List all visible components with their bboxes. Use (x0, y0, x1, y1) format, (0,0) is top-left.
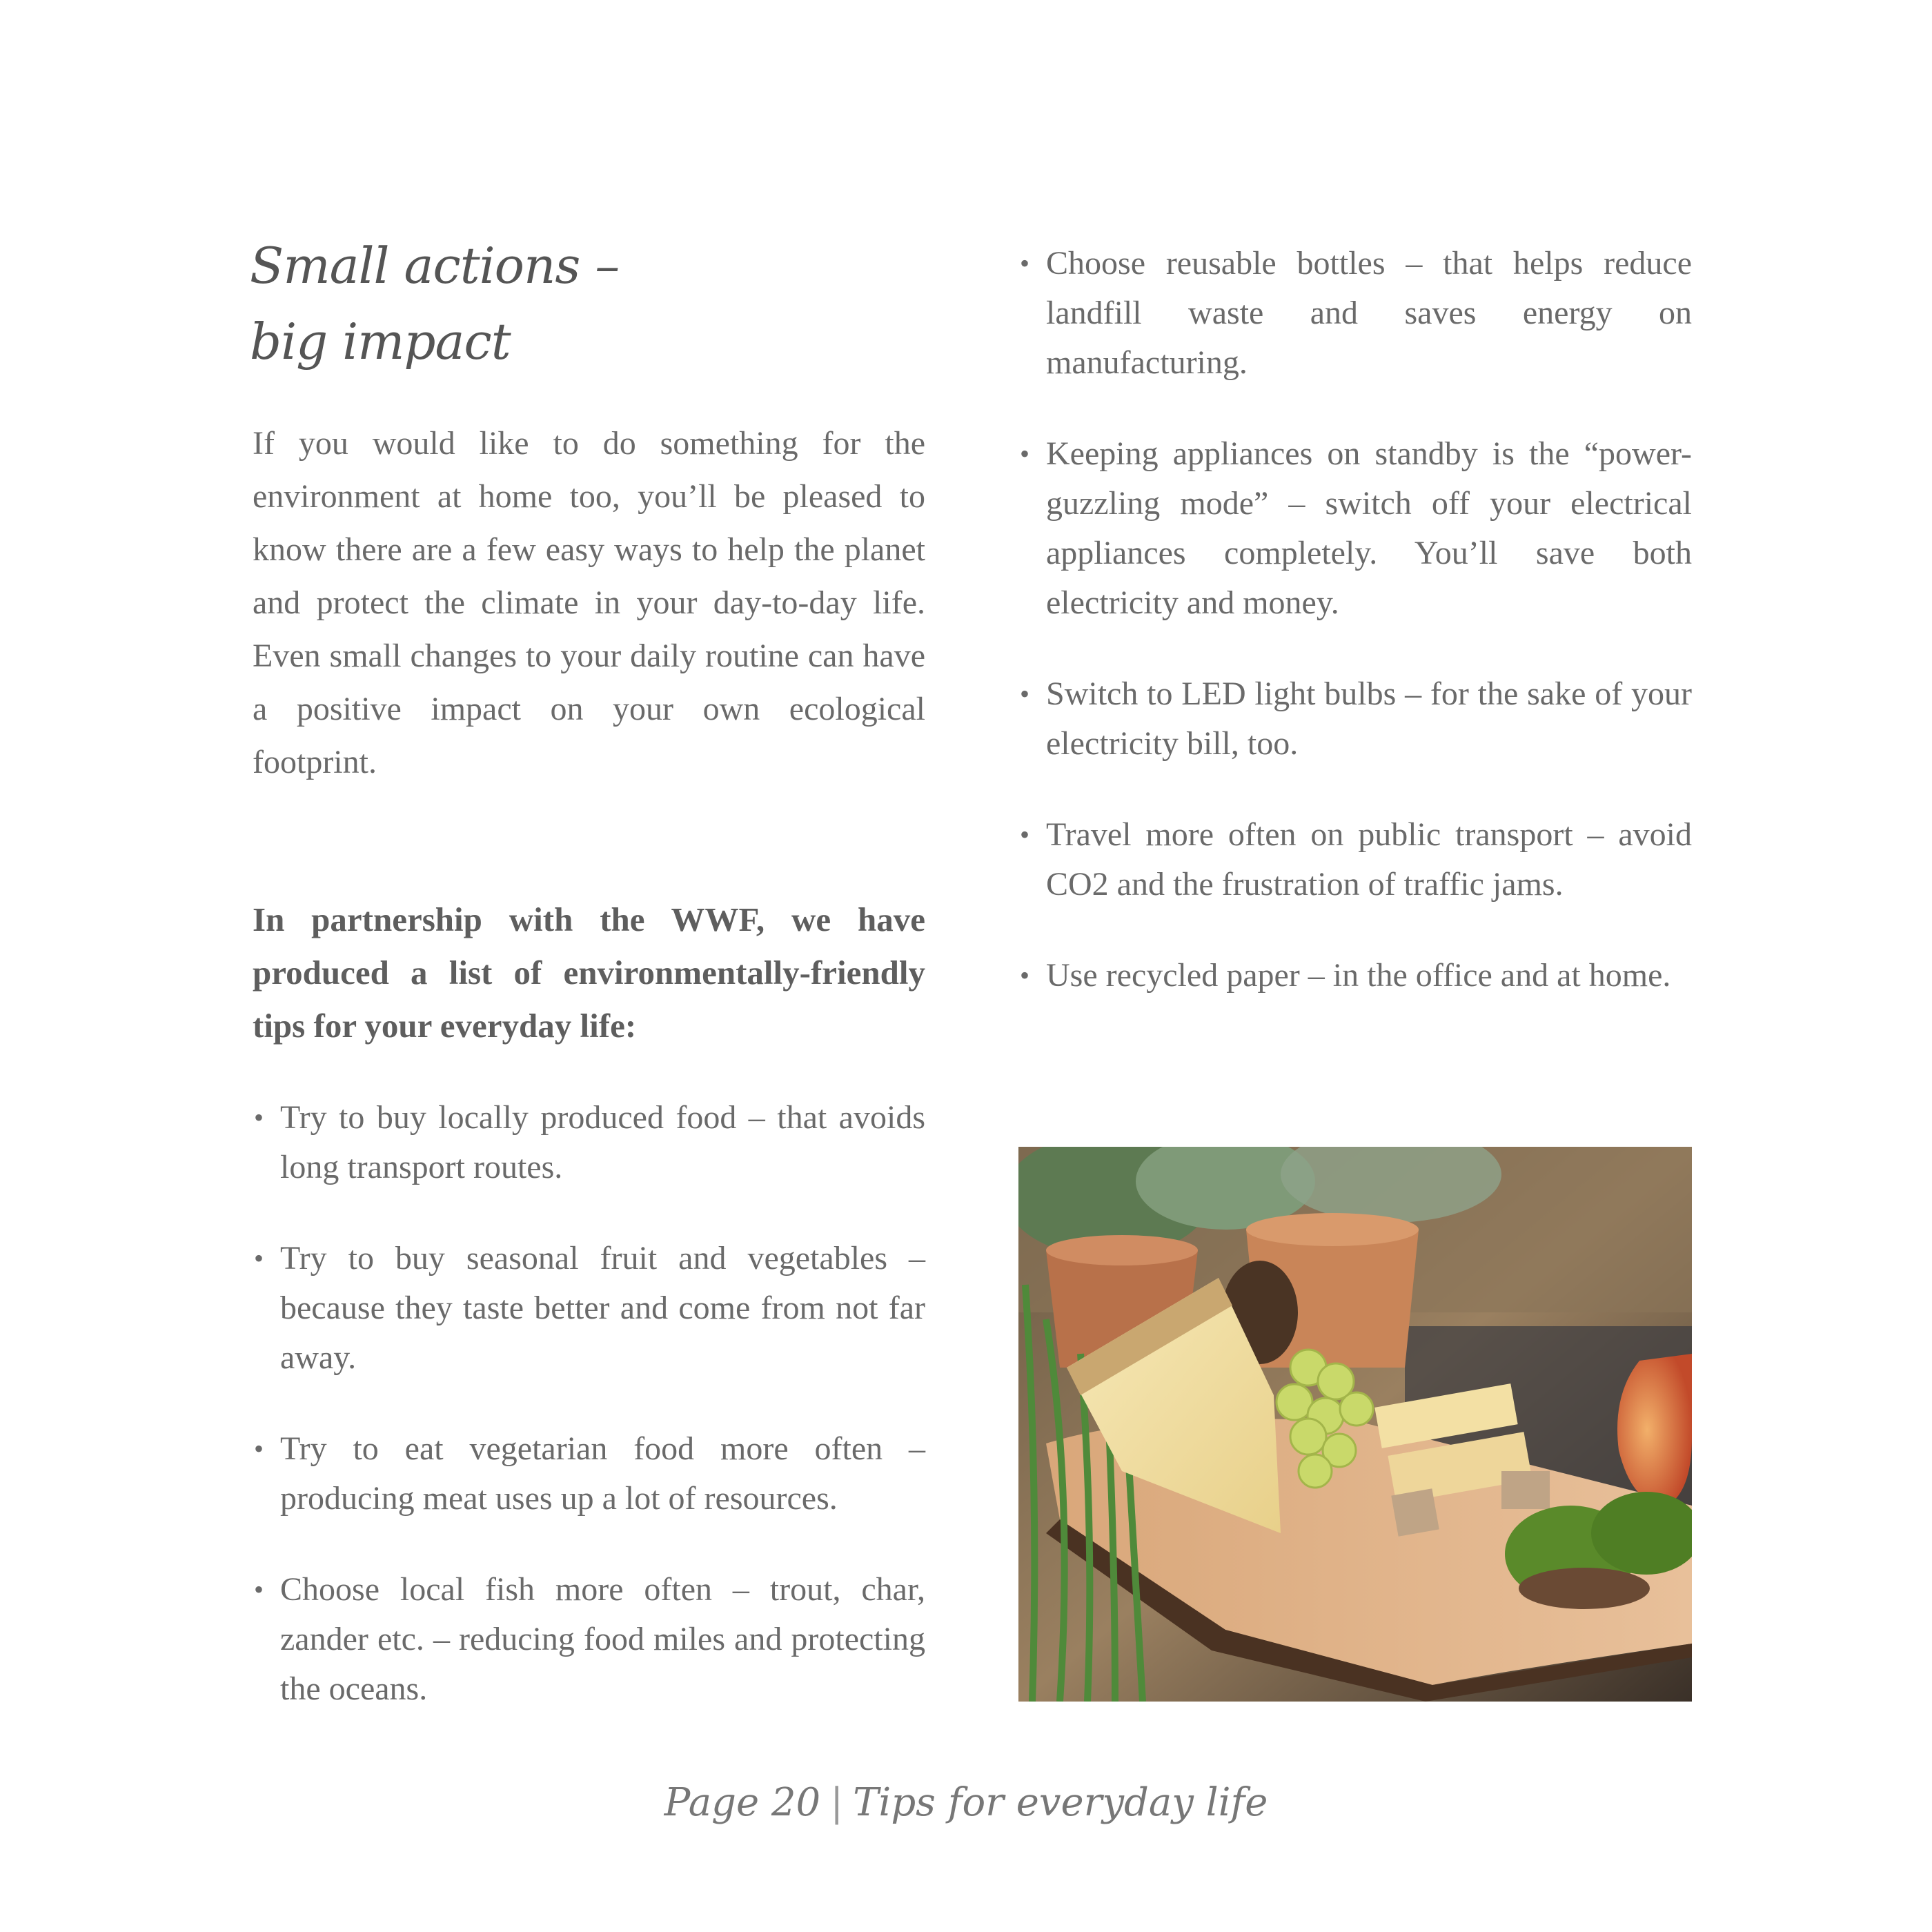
lead-paragraph: In partnership with the WWF, we have produced a list of environmentally-friendly tips for your everyday life: (253, 900, 925, 1045)
bullet-icon: • (1020, 678, 1030, 709)
bullet-icon: • (254, 1102, 264, 1133)
bullet-icon: • (1020, 819, 1030, 850)
tips-list-left (253, 1093, 925, 1714)
title-line-2: big impact (250, 313, 511, 371)
list-item: • Try to buy locally produced food – that avoids long transport routes. (253, 1093, 925, 1192)
list-item: • Try to buy seasonal fruit and vegetables – because they taste better and come from not far away. (253, 1234, 925, 1383)
list-item: • Try to eat vegetarian food more often – producing meat uses up a lot of resources. (253, 1424, 925, 1524)
list-item: • Travel more often on public transport – avoid CO2 and the frustration of traffic jams. (1018, 810, 1692, 909)
food-photo (1018, 1147, 1692, 1702)
list-item: • Choose local fish more often – trout, char, zander etc. – reducing food miles and protecting the oceans. (253, 1565, 925, 1714)
list-item: • Keeping appliances on standby is the “power-guzzling mode” – switch off your electrical appliances completely. You’ll save both electricity and money. (1018, 429, 1692, 628)
list-item: • Switch to LED light bulbs – for the sake of your electricity bill, too. (1018, 669, 1692, 769)
intro-paragraph: If you would like to do something for the environment at home too, you’ll be pleased to know there are a few easy ways to help the planet and protect the climate in your day-to-day life. Even small changes to your daily routine can have a positive impact on your own ecological footprint. (253, 425, 925, 780)
list-item: • Choose reusable bottles – that helps reduce landfill waste and saves energy on manufacturing. (1018, 239, 1692, 388)
bullet-icon: • (1020, 960, 1030, 991)
bullet-icon: • (254, 1574, 264, 1605)
tips-list-right (1018, 239, 1692, 1000)
right-column (1018, 239, 1692, 1042)
bullet-icon: • (1020, 248, 1030, 279)
bullet-icon: • (1020, 438, 1030, 469)
bullet-icon: • (254, 1243, 264, 1274)
left-column (253, 417, 925, 1707)
page-footer (0, 1780, 1932, 1825)
section-name: Tips for everyday life (853, 1780, 1268, 1825)
bullet-icon: • (254, 1433, 264, 1464)
footer-separator: | (830, 1780, 844, 1825)
list-item: • Use recycled paper – in the office and at home. (1018, 951, 1692, 1000)
page-title (250, 228, 619, 379)
page-number: Page 20 (664, 1780, 821, 1825)
title-line-1: Small actions – (250, 237, 620, 295)
